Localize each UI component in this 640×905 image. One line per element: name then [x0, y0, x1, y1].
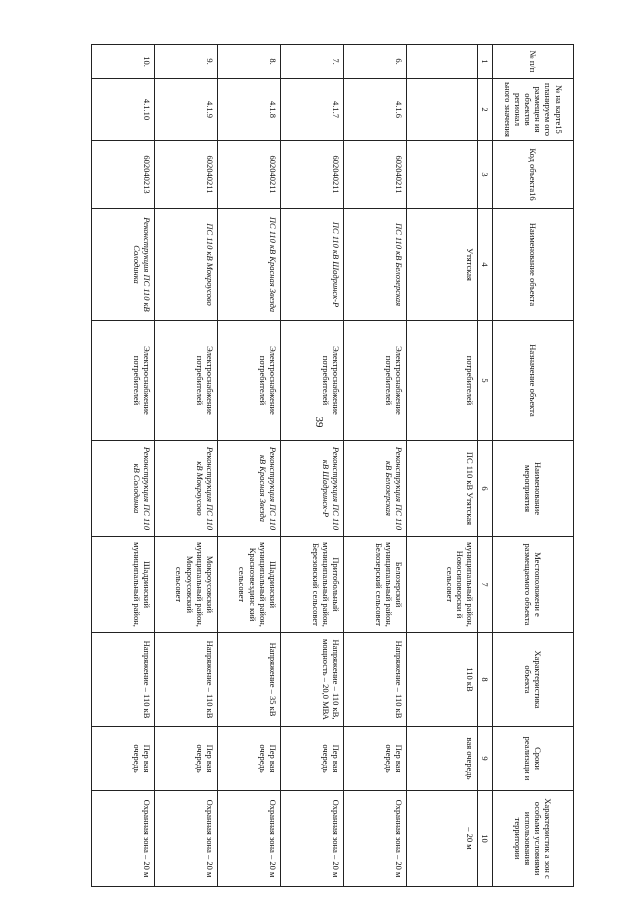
table-cell [407, 79, 478, 141]
object-location: Белозерский муниципальный район, Белозерский сельсовет [344, 537, 407, 633]
table-cell [407, 141, 478, 209]
object-code: 602040213 [92, 141, 155, 209]
header-cell: Назначение объекта [493, 321, 574, 441]
header-cell: Характеристик а зон с особыми условиями использования территории [493, 791, 574, 887]
column-number: 7 [478, 537, 493, 633]
object-code: 602040211 [218, 141, 281, 209]
row-number: 9. [155, 45, 218, 79]
zone-characteristics: Охранная зона – 20 м [155, 791, 218, 887]
table-row [155, 45, 218, 887]
map-number: 4.1.8 [218, 79, 281, 141]
row-number: 8. [218, 45, 281, 79]
map-number: 4.1.10 [92, 79, 155, 141]
header-cell: № на карте15 планируем ого размещен ия объектов регионал ьного значения [493, 79, 574, 141]
object-location: Шадринский муниципальный район, Красноэвездинс кий сельсовет [218, 537, 281, 633]
implementation-period: Пер вая очередь [281, 727, 344, 791]
object-name: Реконструкция ПС 110 кВ Солодинка [92, 209, 155, 321]
continuation-row [407, 45, 478, 887]
measure-name: Реконструкция ПС 110 кВ Солодинка [92, 441, 155, 537]
implementation-period: Пер вая очередь [92, 727, 155, 791]
column-number-row [478, 45, 493, 887]
row-number: 7. [281, 45, 344, 79]
object-code: 602040211 [281, 141, 344, 209]
table-cell: потребителей [407, 321, 478, 441]
object-purpose: Электроснабжение потребителей [155, 321, 218, 441]
table-cell: Утятская [407, 209, 478, 321]
table-cell: ПС 110 кВ Утятская [407, 441, 478, 537]
implementation-period: Пер вая очередь [344, 727, 407, 791]
column-number: 3 [478, 141, 493, 209]
table-row [281, 45, 344, 887]
header-row [493, 45, 574, 887]
column-number: 8 [478, 633, 493, 727]
zone-characteristics: Охранная зона – 20 м [92, 791, 155, 887]
zone-characteristics: Охранная зона – 20 м [218, 791, 281, 887]
column-number: 2 [478, 79, 493, 141]
table-row [218, 45, 281, 887]
header-cell: Характеристика объекта [493, 633, 574, 727]
column-number: 4 [478, 209, 493, 321]
object-purpose: Электроснабжение потребителей [92, 321, 155, 441]
header-cell: № п/п [493, 45, 574, 79]
table-cell: 110 кВ [407, 633, 478, 727]
objects-table [91, 44, 574, 887]
object-characteristics: Напряжение – 110 кВ, мощность – 20,0 МВА [281, 633, 344, 727]
object-purpose: Электроснабжение потребителей [281, 321, 344, 441]
header-cell: Местоположени е размещаемого объекта [493, 537, 574, 633]
object-characteristics: Напряжение – 35 кВ [218, 633, 281, 727]
column-number: 10 [478, 791, 493, 887]
column-number: 6 [478, 441, 493, 537]
object-characteristics: Напряжение – 110 кВ [344, 633, 407, 727]
row-number: 6. [344, 45, 407, 79]
measure-name: Реконструкция ПС 110 кВ Шадринск-Р [281, 441, 344, 537]
object-name: ПС 110 кВ Шадринск-Р [281, 209, 344, 321]
table-cell: – 20 м [407, 791, 478, 887]
object-code: 602040211 [344, 141, 407, 209]
column-number: 1 [478, 45, 493, 79]
object-characteristics: Напряжение – 110 кВ [155, 633, 218, 727]
header-cell: Наименование объекта [493, 209, 574, 321]
object-name: ПС 110 кВ Красная Звезда [218, 209, 281, 321]
map-number: 4.1.7 [281, 79, 344, 141]
object-purpose: Электроснабжение потребителей [344, 321, 407, 441]
object-characteristics: Напряжение – 110 кВ [92, 633, 155, 727]
object-name: ПС 110 кВ Мокроусово [155, 209, 218, 321]
table-row [344, 45, 407, 887]
map-number: 4.1.6 [344, 79, 407, 141]
row-number: 10. [92, 45, 155, 79]
object-location: Мокроусовский муниципальный район, Мокроусовский сельсовет [155, 537, 218, 633]
header-cell: Сроки реализаци и [493, 727, 574, 791]
object-name: ПС 110 кВ Белозерская [344, 209, 407, 321]
map-number: 4.1.9 [155, 79, 218, 141]
implementation-period: Пер вая очередь [155, 727, 218, 791]
measure-name: Реконструкция ПС 110 кВ Красная Звезда [218, 441, 281, 537]
table-cell: муниципальный район, Новосиповорски й сельсовет [407, 537, 478, 633]
zone-characteristics: Охранная зона – 20 м [344, 791, 407, 887]
object-location: Шадринский муниципальный район, [92, 537, 155, 633]
implementation-period: Пер вая очередь [218, 727, 281, 791]
header-cell: Наименование мероприятия [493, 441, 574, 537]
measure-name: Реконструкция ПС 110 кВ Мокроусово [155, 441, 218, 537]
page-number: 39 [313, 416, 325, 428]
zone-characteristics: Охранная зона – 20 м [281, 791, 344, 887]
object-purpose: Электроснабжение потребителей [218, 321, 281, 441]
table-row [92, 45, 155, 887]
column-number: 9 [478, 727, 493, 791]
rotated-table-container [98, 44, 574, 886]
object-code: 602040211 [155, 141, 218, 209]
measure-name: Реконструкция ПС 110 кВ Белозерская [344, 441, 407, 537]
table-cell: вая очередь [407, 727, 478, 791]
column-number: 5 [478, 321, 493, 441]
header-cell: Код объекта16 [493, 141, 574, 209]
object-location: Притобольный муниципальный район, Березовский сельсовет [281, 537, 344, 633]
table-cell [407, 45, 478, 79]
